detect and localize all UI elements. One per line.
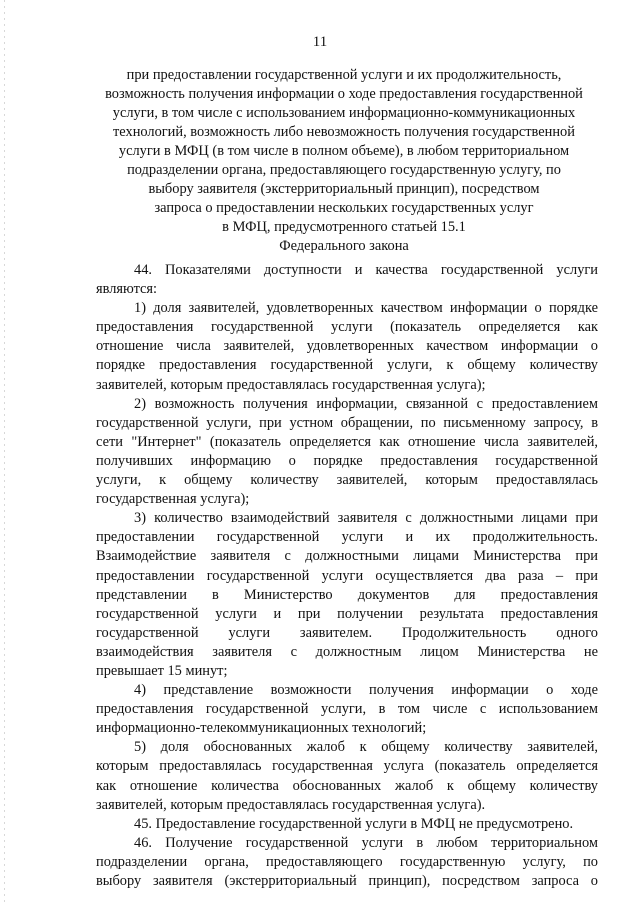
paragraph-line: 1) доля заявителей, удовлетворенных качеством информации о порядке [134, 300, 598, 317]
page-number: 11 [312, 34, 328, 50]
paragraph-line: государственной услуги заявителем. Продолжительность одного [96, 624, 598, 641]
paragraph-line: Взаимодействие заявителя с должностными лицами Министерства при [96, 548, 598, 565]
paragraph [96, 834, 598, 891]
paragraph [96, 261, 598, 299]
paragraph-line: предоставлении государственной услуги и их продолжительность. [96, 529, 598, 546]
paragraph-line: предоставления государственной услуги, в том числе с использованием [96, 701, 598, 718]
scan-edge-mark [4, 0, 5, 905]
heading-line: технологий, возможность либо невозможность получения государственной [113, 124, 575, 140]
paragraph-line: выбору заявителя (экстерриториальный принцип), посредством запроса о [96, 873, 598, 889]
paragraph [96, 681, 598, 738]
heading-line: в МФЦ, предусмотренного статьей 15.1 [222, 219, 466, 235]
paragraph-line: государственной услуги и при получении результата предоставления [96, 605, 598, 622]
heading-line: услуги в МФЦ (в том числе в полном объеме), в любом территориальном [118, 143, 570, 159]
heading-line: Федерального закона [279, 238, 409, 254]
paragraph-line: предоставлении государственной услуги осуществляется два раза – при [96, 567, 598, 584]
paragraph-line: заявителей, которым предоставлялась государственная услуга). [96, 796, 486, 813]
paragraph-line: представлении в Министерство документов для предоставления [96, 586, 598, 603]
paragraph-line: информационно-телекоммуникационных технологий; [96, 720, 427, 737]
paragraph [96, 815, 598, 834]
paragraph-line: которым предоставлялась государственная услуга (показатель определяется [96, 758, 598, 775]
paragraph-line: 3) количество взаимодействий заявителя с должностными лицами при [134, 510, 598, 527]
heading-line: услуги, в том числе с использованием информационно-коммуникационных [112, 105, 576, 121]
heading-line: при предоставлении государственной услуги и их продолжительность, [126, 67, 562, 83]
paragraph-line: 46. Получение государственной услуги в любом территориальном [134, 834, 598, 851]
paragraph-line: превышает 15 минут; [96, 662, 228, 679]
heading-line: выбору заявителя (экстерриториальный принцип), посредством [148, 181, 540, 197]
paragraph-line: услуги, к общему количеству заявителей, которым предоставлялась [96, 472, 598, 489]
heading-line: возможность получения информации о ходе предоставления государственной [105, 86, 583, 102]
paragraph-line: 4) представление возможности получения информации о ходе [134, 682, 598, 699]
paragraph-line: сети "Интернет" (показатель определяется как отношение числа заявителей, [96, 433, 598, 450]
paragraph [96, 509, 598, 681]
heading-line: запроса о предоставлении нескольких государственных услуг [154, 200, 534, 216]
paragraph-line: подразделении органа, предоставляющего государственную услугу, по [96, 853, 598, 870]
paragraph-line: взаимодействия заявителя с должностным лицом Министерства не [96, 643, 598, 660]
paragraph-line: государственной услуги, при устном обращении, по письменному запросу, в [96, 414, 598, 431]
section-heading [90, 66, 598, 256]
paragraph-line: получивших информацию о порядке предоставления государственной [96, 452, 598, 469]
paragraph-line: 5) доля обоснованных жалоб к общему количеству заявителей, [134, 739, 598, 756]
paragraph-line: отношение числа заявителей, удовлетворенных качеством информации о [96, 338, 598, 355]
paragraph-line: порядке предоставления государственной услуги, к общему количеству [96, 357, 598, 374]
body-text [96, 261, 598, 891]
paragraph-line: предоставления государственной услуги (показатель определяется как [96, 319, 598, 336]
paragraph [96, 738, 598, 814]
paragraph [96, 395, 598, 510]
paragraph-line: являются: [96, 281, 158, 298]
paragraph-line: государственная услуга); [96, 491, 250, 508]
paragraph-line: 45. Предоставление государственной услуги в МФЦ не предусмотрено. [134, 815, 574, 832]
heading-line: подразделении органа, предоставляющего государственную услугу, по [127, 162, 561, 178]
paragraph [96, 299, 598, 394]
paragraph-line: 44. Показателями доступности и качества государственной услуги [134, 262, 598, 278]
paragraph-line: 2) возможность получения информации, связанной с предоставлением [134, 395, 598, 412]
paragraph-line: как отношение количества обоснованных жалоб к общему количеству [96, 777, 598, 794]
paragraph-line: заявителей, которым предоставлялась государственная услуга); [96, 376, 486, 393]
